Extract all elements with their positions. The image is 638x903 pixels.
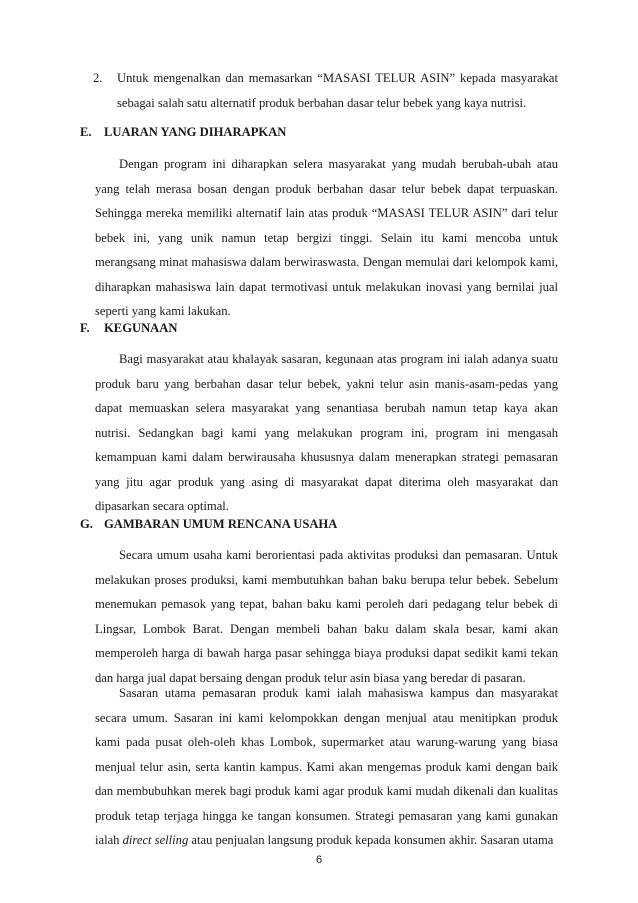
list-number: 2. bbox=[93, 71, 103, 85]
list-item bbox=[93, 66, 558, 116]
paragraph: Dengan program ini diharapkan selera masyarakat yang mudah berubah-ubah atau yang telah merasa bosan dengan produk berbahan dasar telur bebek dapat terpuaskan. Sehingga mereka memiliki alternatif lain atas produk “MASASI TELUR ASIN” dari telur bebek ini, yang unik namun tetap bergizi tinggi. Selain itu kami mencoba untuk merangsang minat mahasiswa dalam berwiraswasta. Dengan memulai dari kelompok kami, diharapkan mahasiswa lain dapat termotivasi untuk melakukan inovasi yang bernilai jual seperti yang kami lakukan. bbox=[95, 157, 558, 318]
section-title: KEGUNAAN bbox=[104, 321, 178, 335]
section-heading-g bbox=[80, 514, 337, 534]
section-heading-e bbox=[80, 122, 286, 142]
section-letter: F. bbox=[80, 321, 90, 335]
paragraph: Bagi masyarakat atau khalayak sasaran, kegunaan atas program ini ialah adanya suatu produk baru yang berbahan dasar telur bebek, yakni telur asin manis-asam-pedas yang dapat memuaskan selera masyarakat yang senantiasa berubah namun tetap kaya akan nutrisi. Sedangkan bagi kami yang melakukan program ini, program ini mengasah kemampuan kami dalam berwirausaha khususnya dalam menerapkan strategi pemasaran yang jitu agar produk yang asing di masyarakat dapat diterima oleh masyarakat dan dipasarkan secara optimal. bbox=[95, 352, 558, 513]
emphasis-text: direct selling bbox=[122, 833, 189, 847]
paragraph bbox=[95, 681, 558, 853]
section-letter: E. bbox=[80, 125, 92, 139]
section-title: LUARAN YANG DIHARAPKAN bbox=[104, 125, 287, 139]
section-letter: G. bbox=[80, 517, 93, 531]
page-number: 6 bbox=[315, 854, 323, 866]
paragraph-text: atau penjualan langsung produk kepada konsumen akhir. Sasaran utama bbox=[188, 833, 554, 847]
section-heading-f bbox=[80, 318, 177, 338]
section-title: GAMBARAN UMUM RENCANA USAHA bbox=[104, 517, 338, 531]
list-text: Untuk mengenalkan dan memasarkan “MASASI TELUR ASIN” kepada masyarakat sebagai salah satu alternatif produk berbahan dasar telur bebek yang kaya nutrisi. bbox=[117, 71, 558, 110]
paragraph-text: Sasaran utama pemasaran produk kami ialah mahasiswa kampus dan masyarakat secara umum. Sasaran ini kami kelompokkan dengan menjual atau menitipkan produk kami pada pusat oleh-oleh khas Lombok, supermarket atau warung-warung yang biasa menjual telur asin, serta kantin kampus. Kami akan mengemas produk kami dengan baik dan membubuhkan merek bagi produk kami agar produk kami mudah dikenali dan kualitas produk tetap terjaga hingga ke tangan konsumen. Strategi pemasaran yang kami gunakan ialah bbox=[95, 686, 558, 847]
paragraph: Secara umum usaha kami berorientasi pada aktivitas produksi dan pemasaran. Untuk melakukan proses produksi, kami membutuhkan bahan baku berupa telur bebek. Sebelum menemukan pemasok yang tepat, bahan baku kami peroleh dari pedagang telur bebek di Lingsar, Lombok Barat. Dengan membeli bahan baku dalam skala besar, kami akan memperoleh harga di bawah harga pasar sehingga biaya produksi dapat sedikit kami tekan dan harga jual dapat bersaing dengan produk telur asin biasa yang beredar di pasaran. bbox=[95, 548, 558, 685]
